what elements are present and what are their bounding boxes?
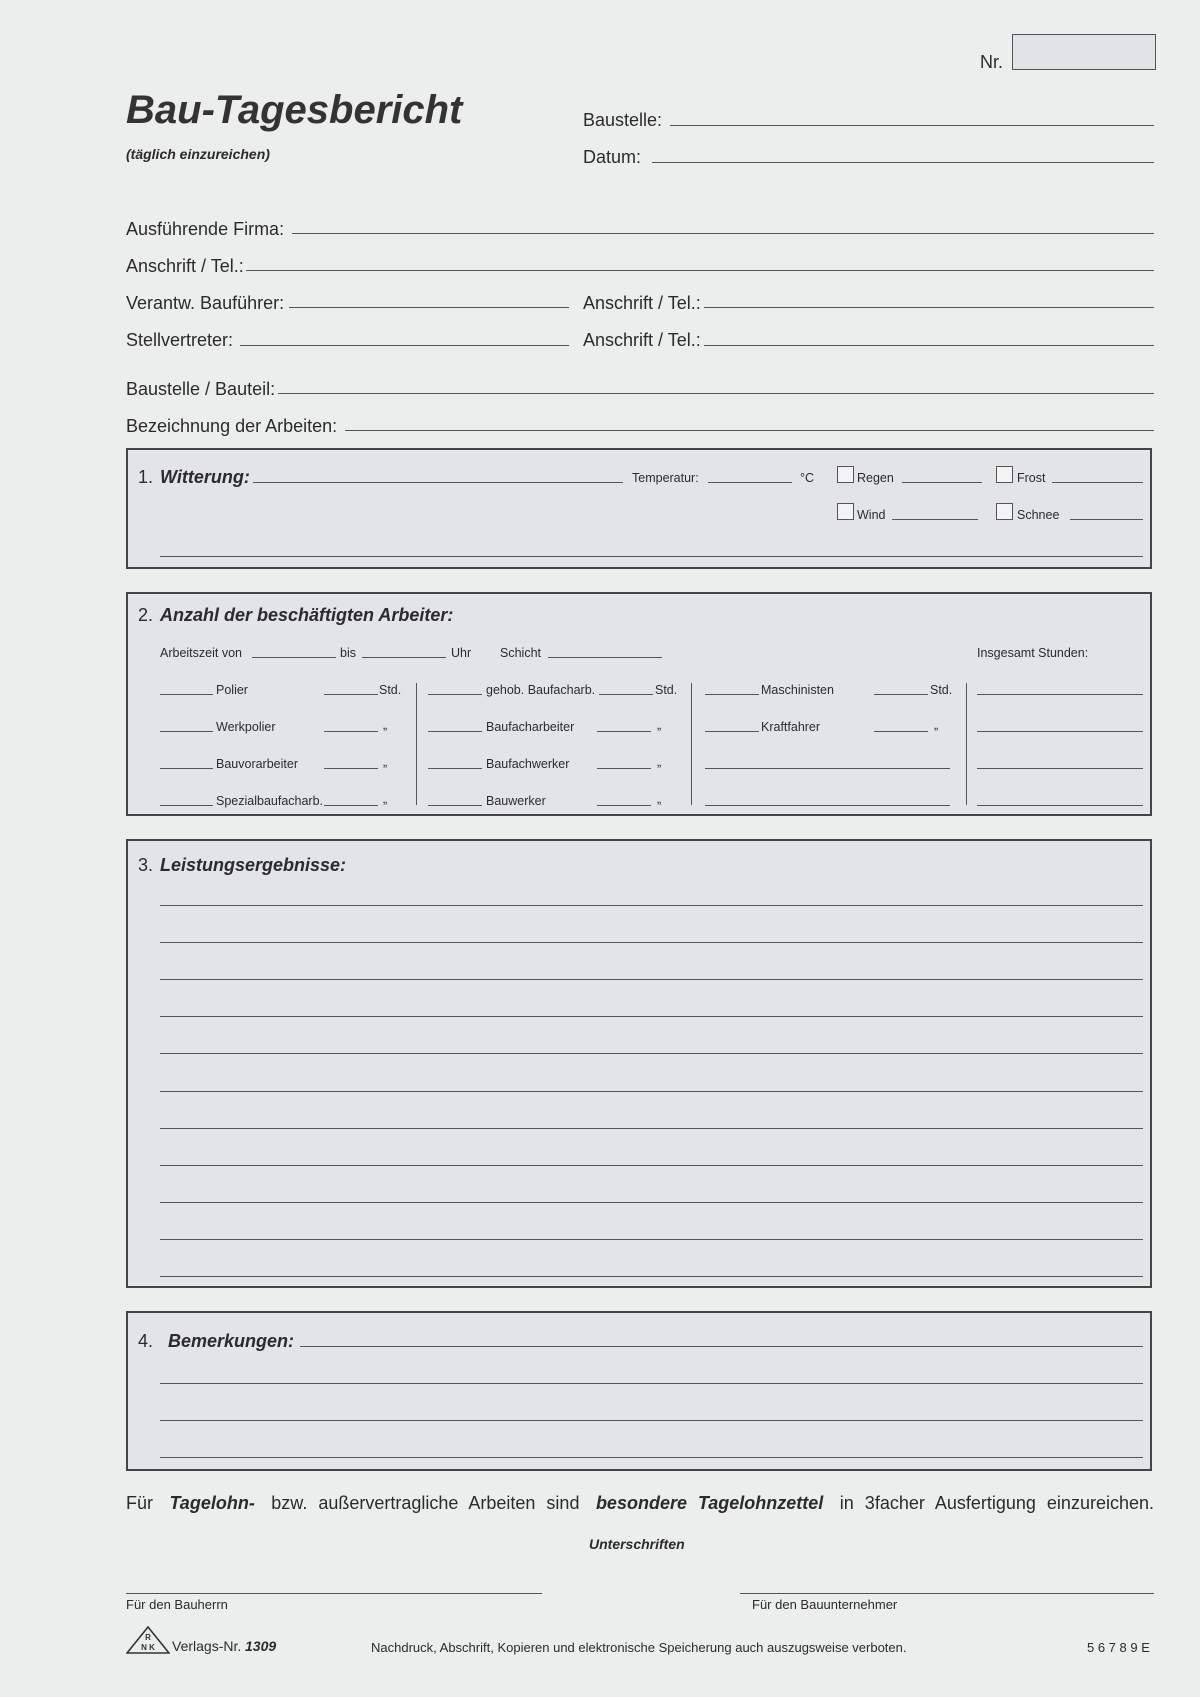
frost-field[interactable] <box>1052 482 1143 483</box>
remark-line[interactable] <box>160 1457 1143 1458</box>
gehob-baufacharb-label: gehob. Baufacharb. <box>486 683 596 697</box>
stellvertreter-field[interactable] <box>240 345 569 346</box>
baufachwerker-count-field[interactable] <box>428 768 482 769</box>
extra-worker-field[interactable] <box>705 805 950 806</box>
note-part: bzw. außervertragliche Arbeiten sind <box>271 1493 580 1513</box>
std-label: Std. <box>655 683 678 697</box>
baufachwerker-label: Baufachwerker <box>486 757 570 771</box>
bauleiter-label: Verantw. Bauführer: <box>126 293 285 313</box>
std-label: Std. <box>379 683 402 697</box>
regen-field[interactable] <box>902 482 982 483</box>
temperatur-field[interactable] <box>708 482 792 483</box>
bauvorarbeiter-count-field[interactable] <box>160 768 213 769</box>
schicht-label: Schicht <box>500 646 541 660</box>
insgesamt-label: Insgesamt Stunden: <box>977 646 1089 660</box>
arbeiten-field[interactable] <box>345 430 1154 431</box>
ditto-mark: „ <box>657 755 662 769</box>
ditto-mark: „ <box>657 718 662 732</box>
regen-checkbox[interactable] <box>837 466 854 483</box>
note-part: Tagelohn- <box>169 1493 255 1513</box>
maschinisten-hours-field[interactable] <box>874 694 928 695</box>
bauleiter-anschrift-label: Anschrift / Tel.: <box>583 293 701 313</box>
verlag-label: Verlags-Nr. <box>172 1638 242 1654</box>
std-label: Std. <box>930 683 953 697</box>
schnee-checkbox[interactable] <box>996 503 1013 520</box>
section2-title: Anzahl der beschäftigten Arbeiter: <box>160 605 454 625</box>
form-code: 5 6 7 8 9 E <box>1087 1640 1150 1655</box>
kraftfahrer-count-field[interactable] <box>705 731 759 732</box>
svg-text:N K: N K <box>141 1643 155 1652</box>
section2-number: 2. <box>138 605 154 625</box>
firma-label: Ausführende Firma: <box>126 219 285 239</box>
schnee-field[interactable] <box>1070 519 1143 520</box>
kraftfahrer-label: Kraftfahrer <box>761 720 821 734</box>
page-subtitle: (täglich einzureichen) <box>126 146 270 162</box>
wind-label: Wind <box>857 508 886 522</box>
datum-label: Datum: <box>583 147 642 167</box>
section4-number: 4. <box>138 1331 154 1351</box>
unternehmer-label: Für den Bauunternehmer <box>752 1597 898 1612</box>
baufacharbeiter-hours-field[interactable] <box>597 731 651 732</box>
tagelohn-note <box>126 1493 1154 1514</box>
remark-line[interactable] <box>160 1420 1143 1421</box>
extra-worker-field[interactable] <box>705 768 950 769</box>
witterung-field[interactable] <box>253 482 623 483</box>
wind-field[interactable] <box>892 519 978 520</box>
maschinisten-label: Maschinisten <box>761 683 834 697</box>
bauwerker-hours-field[interactable] <box>597 805 651 806</box>
polier-label: Polier <box>216 683 248 697</box>
bauteil-field[interactable] <box>278 393 1154 394</box>
total-hours-field[interactable] <box>977 805 1143 806</box>
ditto-mark: „ <box>383 718 388 732</box>
section3-number: 3. <box>138 855 154 875</box>
ditto-mark: „ <box>383 792 388 806</box>
werkpolier-count-field[interactable] <box>160 731 213 732</box>
bauvorarbeiter-label: Bauvorarbeiter <box>216 757 298 771</box>
schicht-field[interactable] <box>548 657 662 658</box>
ditto-mark: „ <box>383 755 388 769</box>
bauherr-label: Für den Bauherrn <box>126 1597 228 1612</box>
baufacharbeiter-label: Baufacharbeiter <box>486 720 575 734</box>
note-part: Für <box>126 1493 153 1513</box>
witterung-extra-line[interactable] <box>160 556 1143 557</box>
werkpolier-label: Werkpolier <box>216 720 276 734</box>
spezialbaufacharb-count-field[interactable] <box>160 805 213 806</box>
bauteil-label: Baustelle / Bauteil: <box>126 379 276 399</box>
ditto-mark: „ <box>934 718 939 732</box>
kraftfahrer-hours-field[interactable] <box>874 731 928 732</box>
result-line[interactable] <box>160 942 1143 943</box>
temperatur-unit: °C <box>800 471 815 485</box>
total-hours-field[interactable] <box>977 768 1143 769</box>
schnee-label: Schnee <box>1017 508 1060 522</box>
remark-line[interactable] <box>300 1346 1143 1347</box>
result-line[interactable] <box>160 1128 1143 1129</box>
remark-line[interactable] <box>160 1383 1143 1384</box>
signatures-title: Unterschriften <box>589 1536 685 1552</box>
datum-field[interactable] <box>652 162 1154 163</box>
uhr-label: Uhr <box>451 646 472 660</box>
result-line[interactable] <box>160 1276 1143 1277</box>
gehob-baufacharb-hours-field[interactable] <box>599 694 653 695</box>
nr-label: Nr. <box>980 52 1004 72</box>
section1-number: 1. <box>138 467 154 487</box>
baufacharbeiter-count-field[interactable] <box>428 731 482 732</box>
nr-field[interactable] <box>1012 34 1156 70</box>
baustelle-field[interactable] <box>670 125 1154 126</box>
bauleiter-field[interactable] <box>289 307 569 308</box>
wind-checkbox[interactable] <box>837 503 854 520</box>
spezialbaufacharb-hours-field[interactable] <box>324 805 378 806</box>
regen-label: Regen <box>857 471 894 485</box>
note-part: in 3facher Ausfertigung einzureichen. <box>839 1493 1154 1513</box>
stellvertreter-label: Stellvertreter: <box>126 330 234 350</box>
bauvorarbeiter-hours-field[interactable] <box>324 768 378 769</box>
polier-count-field[interactable] <box>160 694 213 695</box>
anschrift-label: Anschrift / Tel.: <box>126 256 244 276</box>
frost-checkbox[interactable] <box>996 466 1013 483</box>
stellvertreter-anschrift-field[interactable] <box>704 345 1154 346</box>
section-leistungsergebnisse <box>126 839 1152 1288</box>
baufachwerker-hours-field[interactable] <box>597 768 651 769</box>
column-divider <box>966 683 967 805</box>
arbeitszeit-von-field[interactable] <box>252 657 336 658</box>
result-line[interactable] <box>160 1202 1143 1203</box>
result-line[interactable] <box>160 1053 1143 1054</box>
total-hours-field[interactable] <box>977 731 1143 732</box>
anschrift-field[interactable] <box>246 270 1154 271</box>
section3-title: Leistungsergebnisse: <box>160 855 347 875</box>
section4-title: Bemerkungen: <box>168 1331 295 1351</box>
bauwerker-label: Bauwerker <box>486 794 546 808</box>
gehob-baufacharb-count-field[interactable] <box>428 694 482 695</box>
result-line[interactable] <box>160 1165 1143 1166</box>
total-hours-field[interactable] <box>977 694 1143 695</box>
page-title: Bau-Tagesbericht <box>126 88 463 132</box>
section1-title: Witterung: <box>160 467 250 487</box>
column-divider <box>416 683 417 805</box>
bis-label: bis <box>340 646 356 660</box>
bauherr-signature-line[interactable] <box>126 1593 542 1594</box>
column-divider <box>691 683 692 805</box>
bauwerker-count-field[interactable] <box>428 805 482 806</box>
result-line[interactable] <box>160 905 1143 906</box>
frost-label: Frost <box>1017 471 1046 485</box>
unternehmer-signature-line[interactable] <box>740 1593 1154 1594</box>
result-line[interactable] <box>160 1016 1143 1017</box>
maschinisten-count-field[interactable] <box>705 694 759 695</box>
result-line[interactable] <box>160 979 1143 980</box>
note-part: besondere Tagelohnzettel <box>595 1493 824 1513</box>
rnk-logo <box>126 1626 170 1654</box>
arbeiten-label: Bezeichnung der Arbeiten: <box>126 416 338 436</box>
bauleiter-anschrift-field[interactable] <box>704 307 1154 308</box>
temperatur-label: Temperatur: <box>632 471 699 485</box>
ditto-mark: „ <box>657 792 662 806</box>
polier-hours-field[interactable] <box>324 694 378 695</box>
baustelle-label: Baustelle: <box>583 110 663 130</box>
werkpolier-hours-field[interactable] <box>324 731 378 732</box>
firma-field[interactable] <box>292 233 1154 234</box>
copyright-notice: Nachdruck, Abschrift, Kopieren und elektronische Speicherung auch auszugsweise verboten. <box>371 1640 907 1655</box>
arbeitszeit-label: Arbeitszeit von <box>160 646 242 660</box>
verlag-number: 1309 <box>245 1638 277 1654</box>
arbeitszeit-bis-field[interactable] <box>362 657 446 658</box>
spezialbaufacharb-label: Spezialbaufacharb. <box>216 794 324 808</box>
svg-text:R: R <box>145 1633 151 1642</box>
result-line[interactable] <box>160 1091 1143 1092</box>
result-line[interactable] <box>160 1239 1143 1240</box>
stellvertreter-anschrift-label: Anschrift / Tel.: <box>583 330 701 350</box>
